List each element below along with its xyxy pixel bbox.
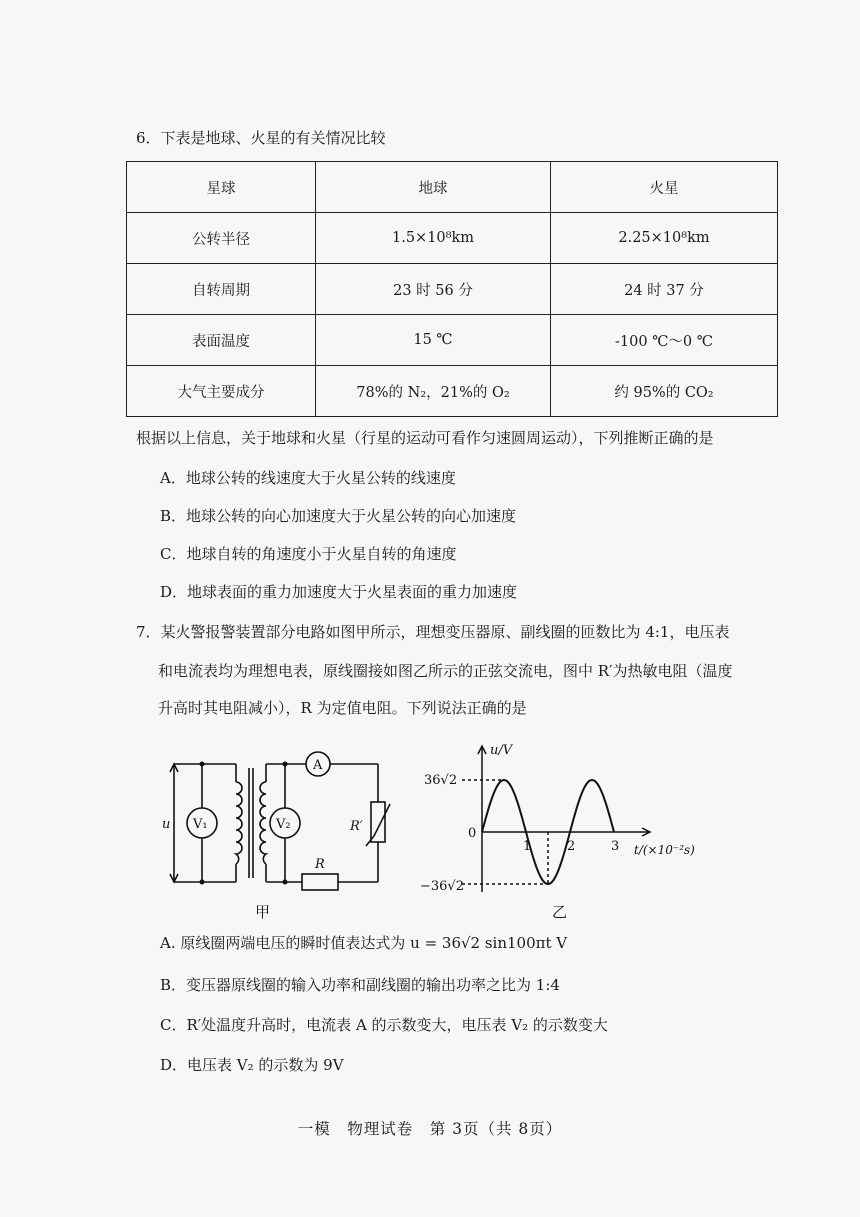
a-label: A xyxy=(313,758,323,773)
question-7-line-2: 和电流表均为理想电表，原线圈接如图乙所示的正弦交流电，图中 R′为热敏电阻（温度 xyxy=(158,662,733,680)
table-cell: -100 ℃～0 ℃ xyxy=(551,315,778,366)
table-cell: 大气主要成分 xyxy=(127,366,316,417)
table-cell: 1.5×10⁸km xyxy=(316,213,551,264)
circuit-diagram xyxy=(158,742,398,922)
y-top-label: 36√2 xyxy=(424,773,458,788)
table-cell: 表面温度 xyxy=(127,315,316,366)
table-cell: 78%的 N₂，21%的 O₂ xyxy=(316,366,551,417)
r-label: R xyxy=(315,857,325,872)
u-label: u xyxy=(162,817,171,832)
x-tick-label: 1 xyxy=(523,839,532,854)
y-axis-label: u/V xyxy=(490,743,513,758)
option-d: D．地球表面的重力加速度大于火星表面的重力加速度 xyxy=(160,583,518,601)
v1-label: V₁ xyxy=(193,817,208,832)
table-cell: 约 95%的 CO₂ xyxy=(551,366,778,417)
x-axis-label: t/(×10⁻²s) xyxy=(634,843,695,857)
question-7-line-3: 升高时其电阻减小），R 为定值电阻。下列说法正确的是 xyxy=(158,699,527,717)
table-cell: 24 时 37 分 xyxy=(551,264,778,315)
x-tick-label: 3 xyxy=(611,839,620,854)
figure-yi-caption: 乙 xyxy=(552,903,568,921)
figure-jia-caption: 甲 xyxy=(255,903,271,921)
table-cell: 公转半径 xyxy=(127,213,316,264)
question-6-title: 6．下表是地球、火星的有关情况比较 xyxy=(136,129,386,147)
resistor-r xyxy=(302,874,338,890)
option-b: B．地球公转的向心加速度大于火星公转的向心加速度 xyxy=(160,507,517,525)
sine-wave-chart xyxy=(420,742,720,922)
option-c: C．地球自转的角速度小于火星自转的角速度 xyxy=(160,545,457,563)
q7-option-a: A. 原线圈两端电压的瞬时值表达式为 u = 36√2 sin100πt V xyxy=(160,934,568,952)
table-cell: 2.25×10⁸km xyxy=(551,213,778,264)
table-header-row xyxy=(127,162,778,213)
table-header-cell: 地球 xyxy=(316,162,551,213)
q7-option-b: B．变压器原线圈的输入功率和副线圈的输出功率之比为 1:4 xyxy=(160,976,560,994)
table-cell: 23 时 56 分 xyxy=(316,264,551,315)
table-cell: 自转周期 xyxy=(127,264,316,315)
question-6-stem: 根据以上信息，关于地球和火星（行星的运动可看作匀速圆周运动），下列推断正确的是 xyxy=(136,429,714,447)
table-header-cell: 星球 xyxy=(127,162,316,213)
table-row xyxy=(127,366,778,417)
table-row xyxy=(127,315,778,366)
table-header-cell: 火星 xyxy=(551,162,778,213)
planet-comparison-table xyxy=(126,161,778,417)
y-bottom-label: −36√2 xyxy=(420,879,464,894)
secondary-coil xyxy=(260,782,266,864)
table-cell: 15 ℃ xyxy=(316,315,551,366)
table-row xyxy=(127,264,778,315)
question-7-line-1: 7．某火警报警装置部分电路如图甲所示，理想变压器原、副线圈的匝数比为 4:1，电压表 xyxy=(136,623,730,641)
origin-label: 0 xyxy=(468,826,477,841)
primary-coil xyxy=(236,782,242,864)
q7-option-d: D．电压表 V₂ 的示数为 9V xyxy=(160,1056,344,1074)
table-row xyxy=(127,213,778,264)
v2-label: V₂ xyxy=(276,817,291,832)
x-tick-label: 2 xyxy=(567,839,576,854)
option-a: A．地球公转的线速度大于火星公转的线速度 xyxy=(160,469,456,487)
rprime-label: R′ xyxy=(350,819,363,834)
q7-option-c: C．R′处温度升高时，电流表 A 的示数变大，电压表 V₂ 的示数变大 xyxy=(160,1016,608,1034)
page-footer: 一模 物理试卷 第 3页（共 8页） xyxy=(297,1120,563,1138)
